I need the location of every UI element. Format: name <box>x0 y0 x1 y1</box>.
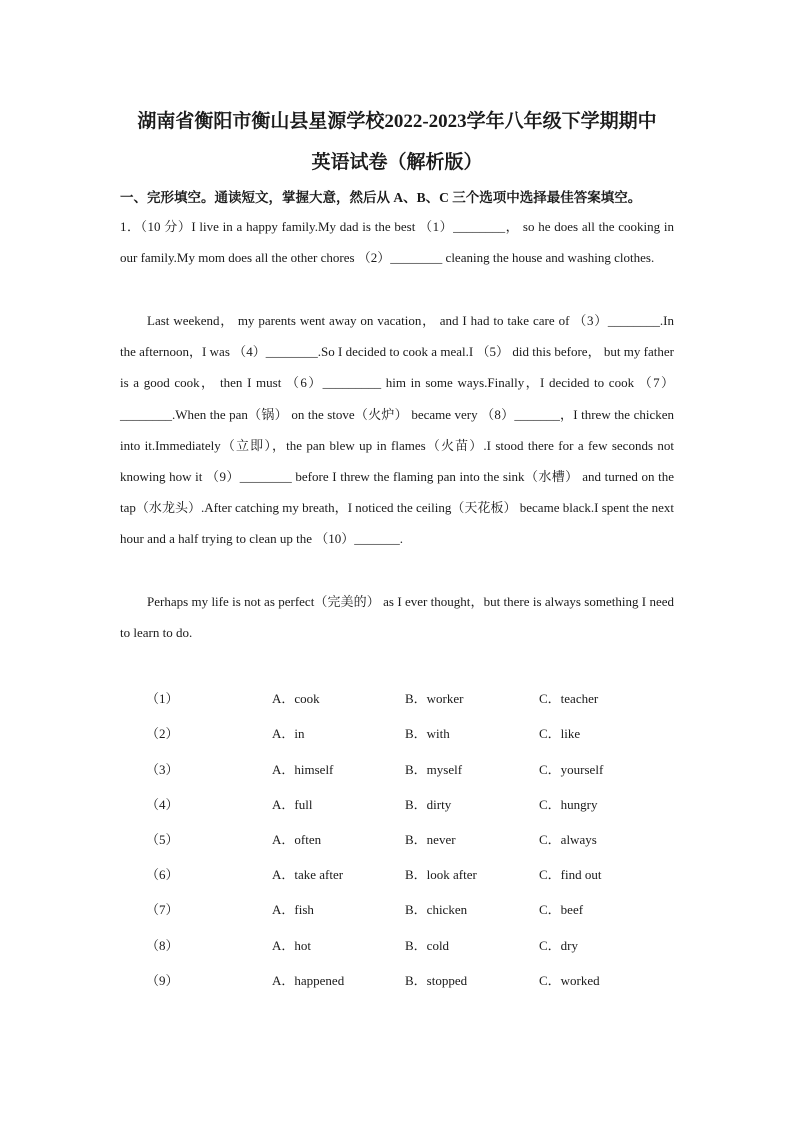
option-b: B．chicken <box>405 902 468 917</box>
option-row <box>0 829 794 849</box>
option-a: A．fish <box>272 902 314 917</box>
paragraph-1-text: I live in a happy family.My dad is the best （1）________， so he does all the cooking in our family.My mom does all the other chores （2）________ cleaning the house and washing clothes. <box>120 219 674 266</box>
option-row <box>0 688 794 708</box>
option-number: （9） <box>146 973 179 988</box>
question-points: （10 分） <box>140 219 192 234</box>
option-row <box>0 935 794 955</box>
option-a: A．happened <box>272 973 345 988</box>
option-b: B．stopped <box>405 973 468 988</box>
option-a: A．cook <box>272 691 320 706</box>
option-b: B．never <box>405 832 456 847</box>
option-a: A．full <box>272 797 313 812</box>
option-number: （5） <box>146 832 179 847</box>
question-paragraph-1 <box>120 211 674 273</box>
option-b: B．look after <box>405 867 477 882</box>
option-a: A．take after <box>272 867 344 882</box>
question-paragraph-2: Last weekend， my parents went away on vacation， and I had to take care of （3）________.In the afternoon，I was （4）________.So I decided to cook a meal.I （5） did this before， but my father is a good cook， then I must （6）_________ him in some ways.Finally，I decided to cook （7）________.When the pan（锅） on the stove（火炉） became very （8）_______，I threw the chicken into it.Immediately（立即），the pan blew up in flames（火苗）.I stood there for a few seconds not knowing how it （9）________ before I threw the flaming pan into the sink（水槽） and turned on the tap（水龙头）.After catching my breath，I noticed the ceiling（天花板） became black.I spent the next hour and a half trying to clean up the （10）_______. <box>120 313 674 547</box>
option-c: C．always <box>539 832 597 847</box>
option-c: C．teacher <box>539 691 599 706</box>
option-c: C．dry <box>539 938 579 953</box>
option-row <box>0 864 794 884</box>
option-c: C．worked <box>539 973 600 988</box>
option-number: （4） <box>146 797 179 812</box>
option-c: C．find out <box>539 867 602 882</box>
option-c: C．hungry <box>539 797 598 812</box>
option-c: C．beef <box>539 902 584 917</box>
option-b: B．myself <box>405 762 463 777</box>
section-heading: 一、完形填空。通读短文，掌握大意，然后从 A、B、C 三个选项中选择最佳答案填空。 <box>120 190 642 205</box>
option-row <box>0 759 794 779</box>
option-number: （1） <box>146 691 179 706</box>
option-b: B．with <box>405 726 450 741</box>
question-number: 1． <box>120 219 141 234</box>
option-row <box>0 970 794 990</box>
option-a: A．often <box>272 832 322 847</box>
option-number: （3） <box>146 762 179 777</box>
option-b: B．dirty <box>405 797 452 812</box>
option-c: C．like <box>539 726 581 741</box>
document-title-line1: 湖南省衡阳市衡山县星源学校2022-2023学年八年级下学期期中 <box>137 111 657 132</box>
option-a: A．himself <box>272 762 334 777</box>
option-number: （7） <box>146 902 179 917</box>
option-row <box>0 723 794 743</box>
option-number: （2） <box>146 726 179 741</box>
option-a: A．in <box>272 726 305 741</box>
document-title-line2: 英语试卷（解析版） <box>311 152 483 173</box>
option-number: （6） <box>146 867 179 882</box>
option-row <box>0 794 794 814</box>
option-b: B．worker <box>405 691 464 706</box>
option-b: B．cold <box>405 938 450 953</box>
option-row <box>0 899 794 919</box>
option-a: A．hot <box>272 938 312 953</box>
question-paragraph-3: Perhaps my life is not as perfect（完美的） as I ever thought，but there is always something I need to learn to do. <box>120 594 674 641</box>
option-c: C．yourself <box>539 762 604 777</box>
option-number: （8） <box>146 938 179 953</box>
